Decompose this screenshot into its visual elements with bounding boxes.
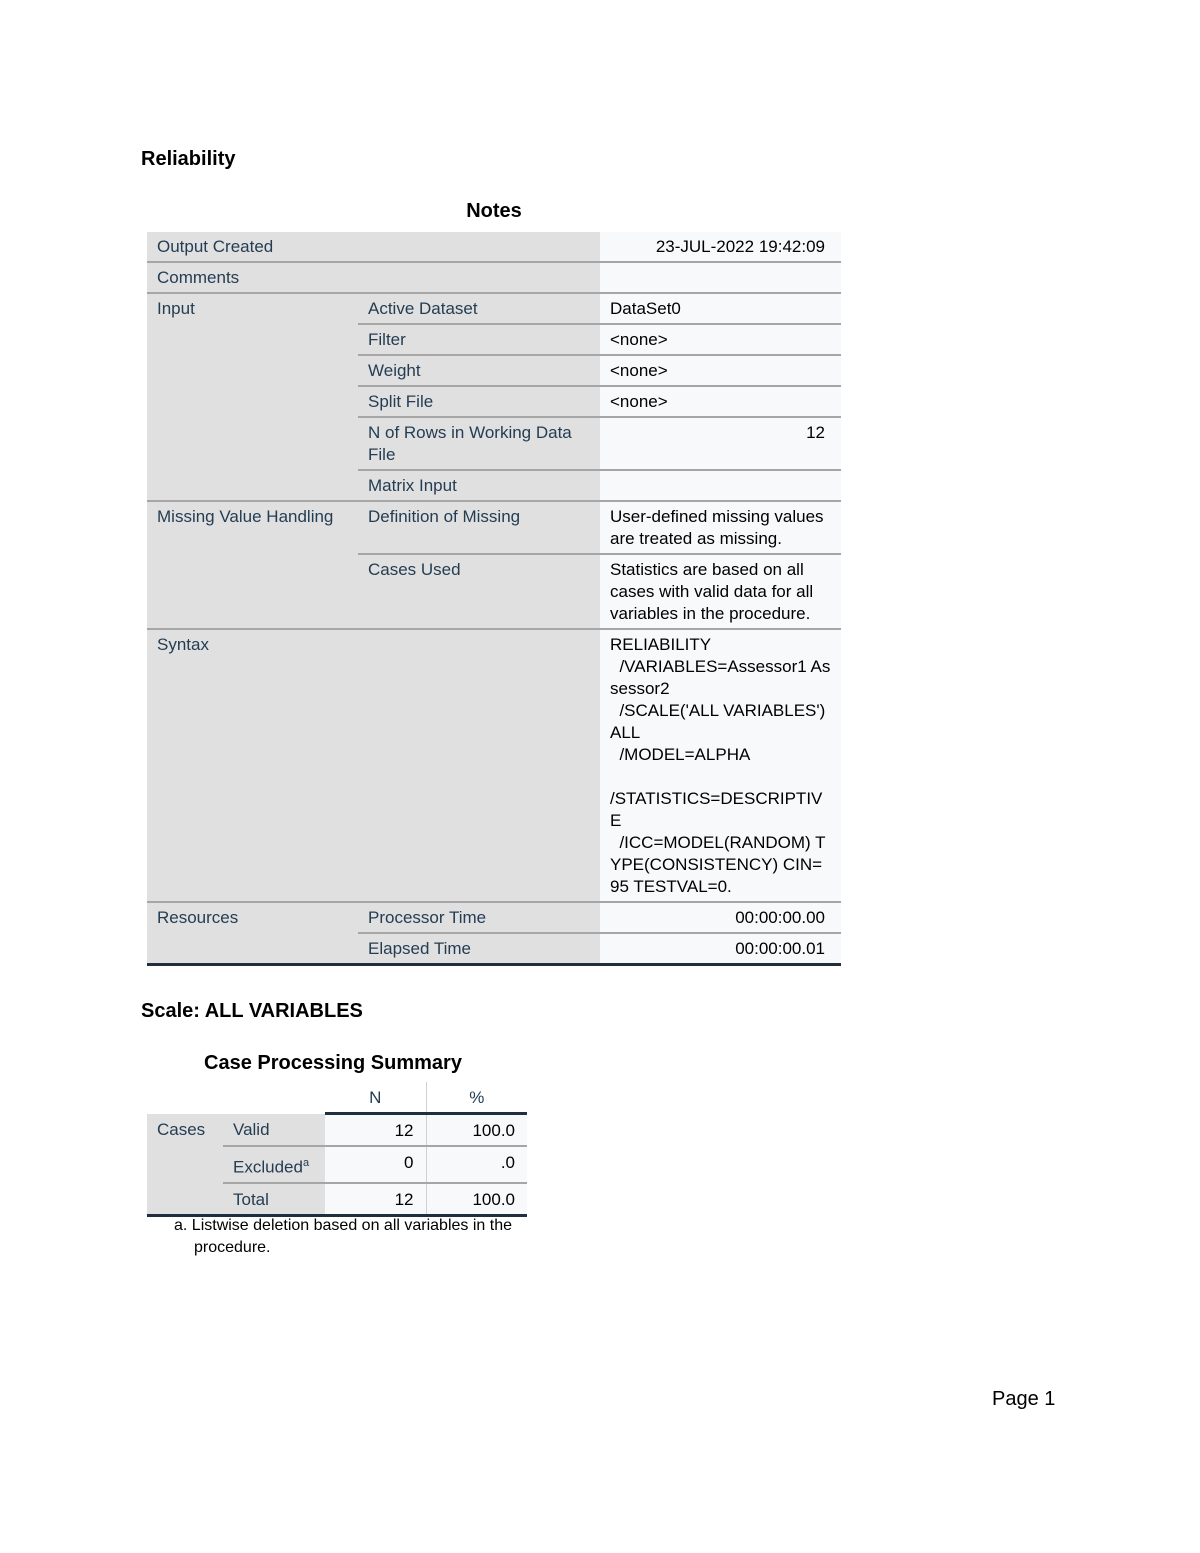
filter-value: <none> bbox=[600, 324, 841, 355]
row-label-text: Excluded bbox=[233, 1157, 303, 1177]
header-corner bbox=[147, 1082, 325, 1114]
column-header-n: N bbox=[325, 1082, 426, 1114]
row-label: Split File bbox=[358, 386, 600, 417]
section-heading-reliability: Reliability bbox=[141, 148, 236, 170]
row-label: Matrix Input bbox=[358, 470, 600, 501]
weight-value: <none> bbox=[600, 355, 841, 386]
row-label: Filter bbox=[358, 324, 600, 355]
table-row bbox=[147, 501, 841, 554]
elapsed-time-value: 00:00:00.01 bbox=[600, 933, 841, 965]
processor-time-value: 00:00:00.00 bbox=[600, 902, 841, 933]
group-label: Resources bbox=[147, 902, 358, 965]
row-label: Active Dataset bbox=[358, 293, 600, 324]
notes-table bbox=[147, 232, 841, 966]
row-label: N of Rows in Working Data File bbox=[358, 417, 600, 470]
footnote-marker: a bbox=[302, 1157, 310, 1169]
page-number: Page 1 bbox=[992, 1388, 1056, 1410]
group-label: Input bbox=[147, 293, 358, 501]
output-created-value: 23-JUL-2022 19:42:09 bbox=[600, 232, 841, 262]
n-rows-value: 12 bbox=[600, 417, 841, 470]
comments-value bbox=[600, 262, 841, 293]
table-row bbox=[147, 1114, 527, 1147]
row-label: Elapsed Time bbox=[358, 933, 600, 965]
section-heading-scale: Scale: ALL VARIABLES bbox=[141, 1000, 363, 1022]
definition-value: User-defined missing values are treated as missing. bbox=[600, 501, 841, 554]
table-row bbox=[147, 232, 841, 262]
table-row bbox=[147, 262, 841, 293]
row-label: Definition of Missing bbox=[358, 501, 600, 554]
row-label: Valid bbox=[223, 1114, 325, 1147]
syntax-value: RELIABILITY /VARIABLES=Assessor1 Assessor2 /SCALE('ALL VARIABLES') ALL /MODEL=ALPHA /STATISTICS=DESCRIPTIVE /ICC=MODEL(RANDOM) TYPE(CONSISTENCY) CIN=95 TESTVAL=0. bbox=[600, 629, 841, 902]
row-label: Syntax bbox=[147, 629, 600, 902]
case-processing-title: Case Processing Summary bbox=[204, 1052, 462, 1074]
table-footnote: a. Listwise deletion based on all variables in the procedure. bbox=[174, 1217, 512, 1256]
cell-pct: .0 bbox=[426, 1146, 527, 1183]
notes-table-title: Notes bbox=[466, 200, 522, 222]
row-label: Total bbox=[223, 1183, 325, 1216]
split-file-value: <none> bbox=[600, 386, 841, 417]
cell-n: 12 bbox=[325, 1114, 426, 1147]
table-row bbox=[147, 293, 841, 324]
group-label: Missing Value Handling bbox=[147, 501, 358, 629]
cell-n: 12 bbox=[325, 1183, 426, 1216]
table-header-row bbox=[147, 1082, 527, 1114]
matrix-input-value bbox=[600, 470, 841, 501]
group-label: Cases bbox=[147, 1114, 223, 1216]
cell-pct: 100.0 bbox=[426, 1114, 527, 1147]
case-processing-table bbox=[147, 1082, 527, 1217]
row-label: Cases Used bbox=[358, 554, 600, 629]
row-label: Weight bbox=[358, 355, 600, 386]
row-label: Output Created bbox=[147, 232, 600, 262]
row-label: Processor Time bbox=[358, 902, 600, 933]
row-label: Comments bbox=[147, 262, 600, 293]
cases-used-value: Statistics are based on all cases with valid data for all variables in the procedure. bbox=[600, 554, 841, 629]
column-header-pct: % bbox=[426, 1082, 527, 1114]
active-dataset-value: DataSet0 bbox=[600, 293, 841, 324]
table-row bbox=[147, 902, 841, 933]
cell-n: 0 bbox=[325, 1146, 426, 1183]
cell-pct: 100.0 bbox=[426, 1183, 527, 1216]
table-row bbox=[147, 629, 841, 902]
row-label bbox=[223, 1146, 325, 1183]
